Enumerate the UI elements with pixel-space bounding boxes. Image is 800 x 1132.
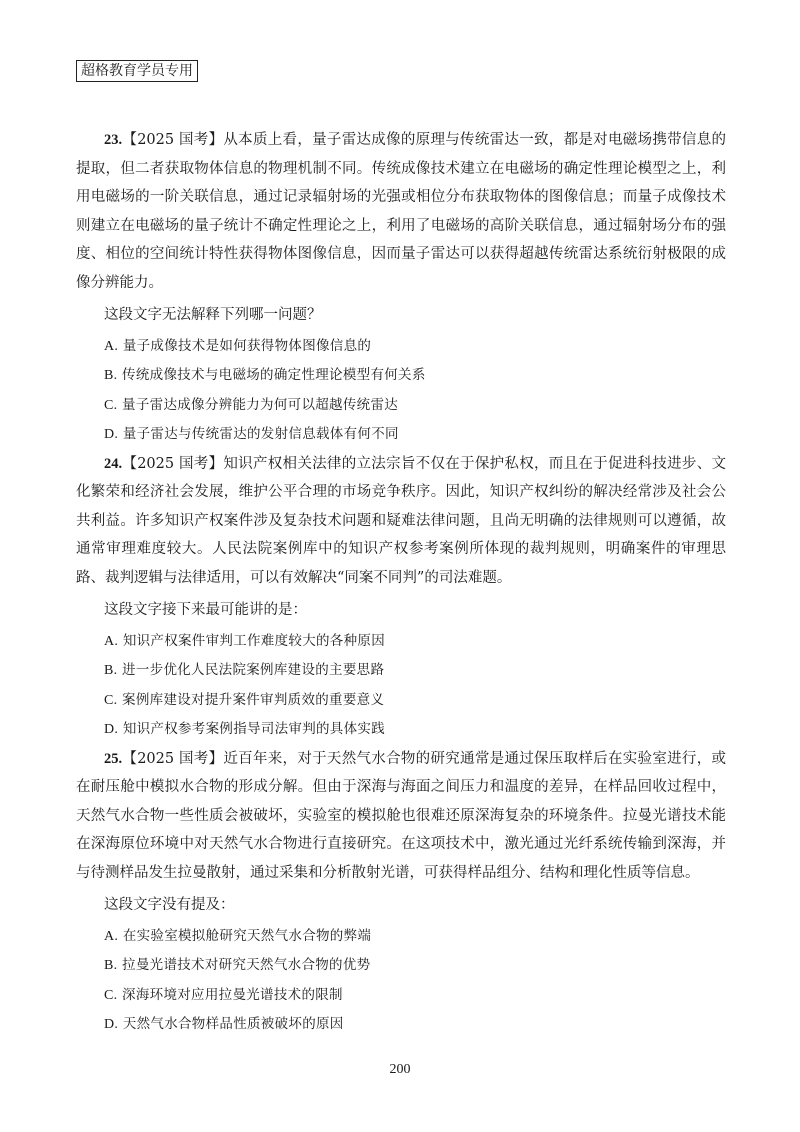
option-a[interactable]	[76, 627, 726, 657]
question-stem	[76, 450, 726, 593]
option-b[interactable]	[76, 361, 726, 391]
question-stem	[76, 745, 726, 888]
option-letter: D.	[104, 427, 119, 443]
question-number: 24.	[104, 455, 123, 472]
option-text: 量子成像技术是如何获得物体图像信息的	[122, 337, 372, 354]
option-text: 量子雷达成像分辨能力为何可以超越传统雷达	[122, 396, 399, 413]
option-text: 天然气水合物样品性质被破坏的原因	[122, 1016, 344, 1032]
question-prompt: 这段文字无法解释下列哪一问题？	[104, 306, 322, 323]
question-list	[76, 126, 726, 1040]
option-letter: B.	[104, 958, 118, 973]
option-text: 知识产权参考案例指导司法审判的具体实践	[122, 721, 386, 738]
option-letter: A.	[104, 928, 119, 944]
option-c[interactable]	[76, 391, 726, 421]
option-b[interactable]	[76, 951, 726, 981]
option-d[interactable]	[76, 715, 726, 745]
option-text: 传统成像技术与电磁场的确定性理论模型有何关系	[122, 367, 426, 384]
option-letter: D.	[104, 722, 119, 738]
option-text: 案例库建设对提升案件审判质效的重要意义	[122, 691, 385, 708]
option-c[interactable]	[76, 981, 726, 1011]
option-text: 在实验室模拟舱研究天然气水合物的弊端	[122, 927, 372, 944]
option-c[interactable]	[76, 686, 726, 716]
option-text: 拉曼光谱技术对研究天然气水合物的优势	[122, 957, 371, 973]
question-text: 近百年来，对于天然气水合物的研究通常是通过保压取样后在实验室进行，或在耐压舱中模拟水合物的形成分解。但由于深海与海面之间压力和温度的差异，在样品回收过程中，天然气水合物一些性质会被破坏，实验室的模拟舱也很难还原深海复杂的环境条件。拉曼光谱技术能在深海原位环境中对天然气水合物进行直接研究。在这项技术中，激光通过光纤系统传输到深海，并与待测样品发生拉曼散射，通过采集和分析散射光谱，可获得样品组分、结构和理化性质等信息。	[76, 750, 726, 881]
header-tag: 超格教育学员专用	[76, 60, 198, 82]
option-letter: A.	[104, 338, 119, 354]
page-number: 200	[389, 1062, 411, 1077]
option-d[interactable]	[76, 420, 726, 450]
option-letter: C.	[104, 987, 118, 1003]
option-letter: A.	[104, 633, 119, 649]
option-a[interactable]	[76, 922, 726, 952]
option-list	[76, 332, 726, 450]
question-text: 从本质上看，量子雷达成像的原理与传统雷达一致，都是对电磁场携带信息的提取，但二者获取物体信息的物理机制不同。传统成像技术建立在电磁场的确定性理论模型之上，利用电磁场的一阶关联信息，通过记录辐射场的光强或相位分布获取物体的图像信息；而量子成像技术则建立在电磁场的量子统计不确定性理论之上，利用了电磁场的高阶关联信息，通过辐射场分布的强度、相位的空间统计特性获得物体图像信息，因而量子雷达可以获得超越传统雷达系统衍射极限的成像分辨能力。	[76, 132, 726, 291]
question-prompt: 这段文字接下来最可能讲的是：	[104, 601, 307, 618]
option-d[interactable]	[76, 1010, 726, 1040]
option-list	[76, 627, 726, 745]
option-text: 深海环境对应用拉曼光谱技术的限制	[122, 986, 343, 1003]
option-list	[76, 922, 726, 1040]
option-letter: B.	[104, 663, 118, 679]
question-24	[76, 450, 726, 745]
question-number: 25.	[104, 750, 123, 767]
option-letter: C.	[104, 692, 118, 708]
question-23	[76, 126, 726, 450]
question-25	[76, 745, 726, 1040]
question-prompt: 这段文字没有提及：	[104, 896, 235, 913]
question-number: 23.	[104, 132, 123, 148]
option-letter: C.	[104, 397, 118, 413]
question-source: 【2025 国考】	[122, 750, 224, 767]
option-text: 进一步优化人民法院案例库建设的主要思路	[122, 662, 385, 679]
question-source: 【2025 国考】	[122, 455, 224, 472]
question-stem	[76, 126, 726, 298]
question-text: 知识产权相关法律的立法宗旨不仅在于保护私权，而且在于促进科技进步、文化繁荣和经济社会发展，维护公平合理的市场竞争秩序。因此，知识产权纠纷的解决经常涉及社会公共利益。许多知识产权案件涉及复杂技术问题和疑难法律问题，且尚无明确的法律规则可以遵循，故通常审理难度较大。人民法院案例库中的知识产权参考案例所体现的裁判规则，明确案件的审理思路、裁判逻辑与法律适用，可以有效解决“同案不同判”的司法难题。	[76, 455, 726, 586]
option-b[interactable]	[76, 656, 726, 686]
option-letter: D.	[104, 1017, 119, 1032]
option-a[interactable]	[76, 332, 726, 362]
question-source: 【2025 国考】	[122, 132, 224, 148]
option-text: 知识产权案件审判工作难度较大的各种原因	[122, 632, 386, 649]
option-text: 量子雷达与传统雷达的发射信息载体有何不同	[122, 426, 399, 443]
option-letter: B.	[104, 368, 118, 384]
